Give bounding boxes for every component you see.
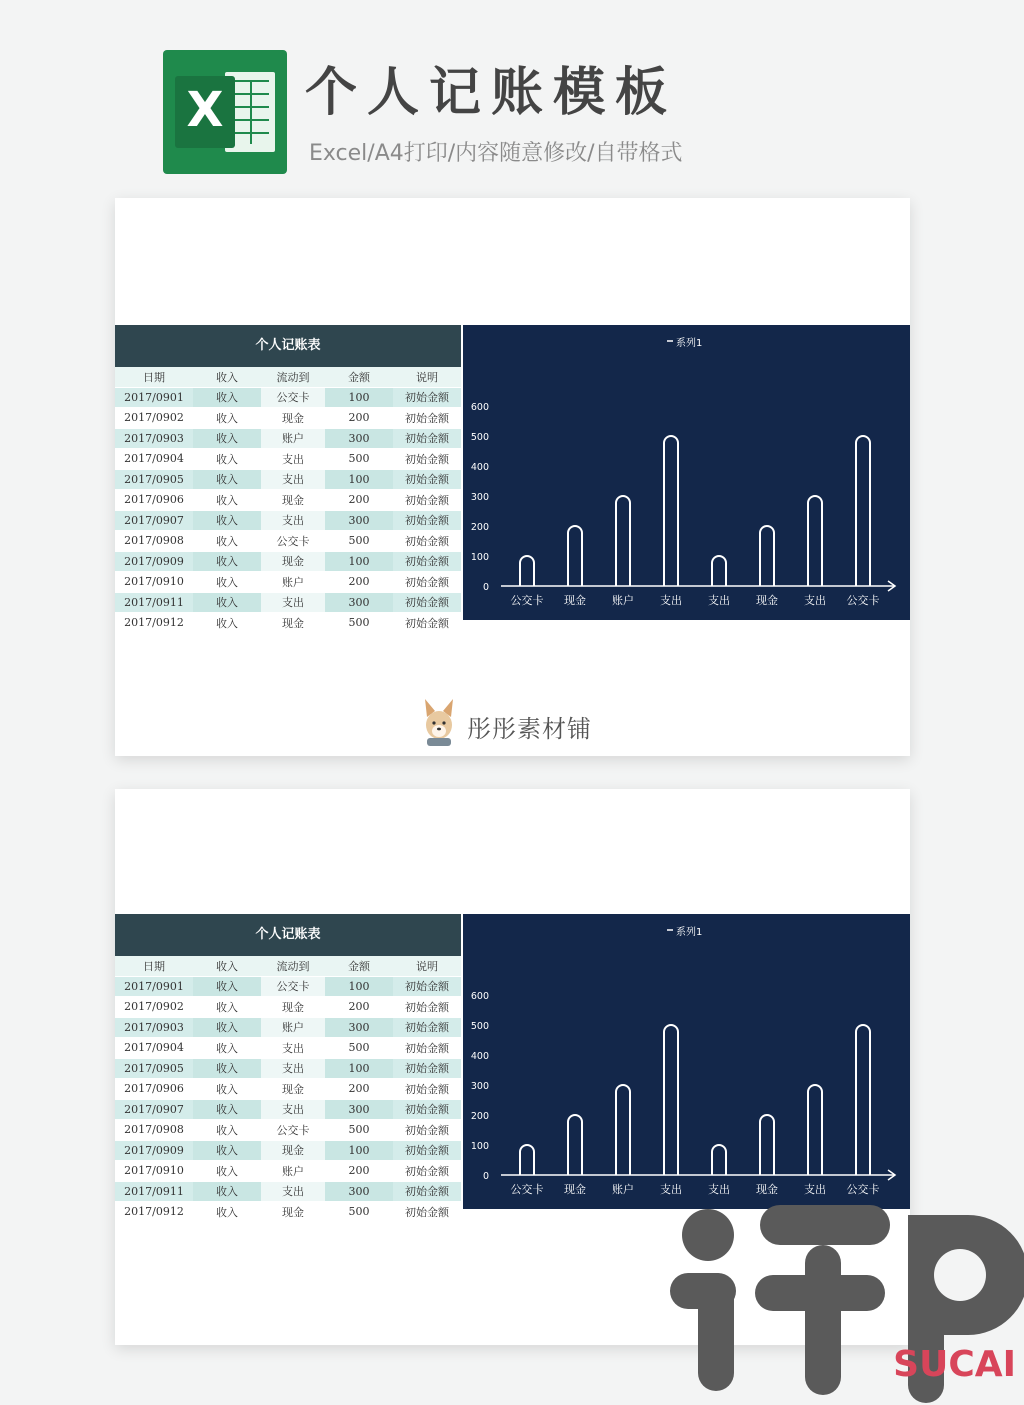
table-cell: 收入 <box>193 1181 261 1202</box>
table-cell: 支出 <box>261 1038 325 1059</box>
table-cell: 2017/0912 <box>115 613 193 634</box>
x-tick-label: 支出 <box>660 1183 682 1196</box>
page-subtitle: Excel/A4打印/内容随意修改/自带格式 <box>309 141 683 166</box>
table-row <box>115 510 461 531</box>
table-row <box>115 1202 461 1223</box>
table-cell: 收入 <box>193 572 261 593</box>
table-row <box>115 976 461 997</box>
table-cell: 收入 <box>193 531 261 552</box>
table-row <box>115 469 461 490</box>
table-cell: 账户 <box>261 1017 325 1038</box>
ledger-header-row <box>115 956 461 976</box>
table-row <box>115 592 461 613</box>
table-cell: 初始金额 <box>393 1099 461 1120</box>
x-tick-label: 支出 <box>708 1183 730 1196</box>
table-cell: 收入 <box>193 408 261 429</box>
table-cell: 2017/0908 <box>115 531 193 552</box>
table-cell: 初始金额 <box>393 1120 461 1141</box>
table-row <box>115 428 461 449</box>
corgi-logo-icon <box>417 695 461 751</box>
y-tick-label: 400 <box>470 462 489 473</box>
chart-bar <box>568 526 582 586</box>
table-row <box>115 449 461 470</box>
chart-bar <box>568 1115 582 1175</box>
watermark-text: 彤彤素材铺 <box>467 715 592 743</box>
chart-bar <box>712 556 726 586</box>
table-cell: 收入 <box>193 1202 261 1223</box>
table-cell: 支出 <box>261 592 325 613</box>
table-cell: 收入 <box>193 1099 261 1120</box>
table-row <box>115 1120 461 1141</box>
table-cell: 200 <box>325 1079 393 1100</box>
table-cell: 收入 <box>193 449 261 470</box>
chart-bar <box>664 436 678 586</box>
table-cell: 初始金额 <box>393 572 461 593</box>
table-cell: 100 <box>325 976 393 997</box>
legend-label: 系列1 <box>676 927 703 938</box>
chart-bar <box>616 496 630 586</box>
table-cell: 300 <box>325 428 393 449</box>
logo-letter: X <box>186 82 224 138</box>
x-tick-label: 公交卡 <box>846 594 880 607</box>
table-cell: 初始金额 <box>393 490 461 511</box>
table-cell: 2017/0911 <box>115 1181 193 1202</box>
ledger-table-2 <box>115 914 461 1223</box>
table-cell: 支出 <box>261 1058 325 1079</box>
table-cell: 公交卡 <box>261 531 325 552</box>
column-header: 日期 <box>115 367 193 387</box>
table-cell: 初始金额 <box>393 387 461 408</box>
sucai-watermark <box>660 1175 1024 1405</box>
chart-bar <box>520 556 534 586</box>
chart-bar <box>808 496 822 586</box>
chart-bar <box>664 1025 678 1175</box>
table-cell: 收入 <box>193 997 261 1018</box>
table-row <box>115 613 461 634</box>
column-header: 收入 <box>193 956 261 976</box>
ledger-title: 个人记账表 <box>115 914 461 956</box>
table-cell: 2017/0903 <box>115 1017 193 1038</box>
table-cell: 初始金额 <box>393 1017 461 1038</box>
table-row <box>115 572 461 593</box>
table-cell: 2017/0906 <box>115 490 193 511</box>
column-header: 流动到 <box>261 367 325 387</box>
table-cell: 初始金额 <box>393 1079 461 1100</box>
table-cell: 100 <box>325 551 393 572</box>
y-tick-label: 0 <box>482 582 489 593</box>
table-cell: 初始金额 <box>393 428 461 449</box>
table-cell: 现金 <box>261 551 325 572</box>
table-cell: 2017/0902 <box>115 408 193 429</box>
table-row <box>115 1079 461 1100</box>
x-tick-label: 支出 <box>708 594 730 607</box>
header <box>0 0 1024 195</box>
column-header: 流动到 <box>261 956 325 976</box>
table-cell: 收入 <box>193 387 261 408</box>
y-tick-label: 200 <box>470 522 489 533</box>
chart-bar <box>520 1145 534 1175</box>
y-tick-label: 200 <box>470 1111 489 1122</box>
y-tick-label: 100 <box>470 1141 489 1152</box>
table-cell: 现金 <box>261 1140 325 1161</box>
table-cell: 200 <box>325 408 393 429</box>
y-tick-label: 500 <box>470 1021 489 1032</box>
table-cell: 500 <box>325 449 393 470</box>
table-cell: 300 <box>325 1099 393 1120</box>
sucai-text: SUCAI <box>893 1344 1016 1385</box>
chart-panel-2 <box>463 914 910 1209</box>
table-cell: 300 <box>325 1017 393 1038</box>
table-cell: 100 <box>325 1058 393 1079</box>
table-cell: 初始金额 <box>393 1161 461 1182</box>
table-cell: 现金 <box>261 408 325 429</box>
table-cell: 支出 <box>261 449 325 470</box>
table-cell: 收入 <box>193 1079 261 1100</box>
table-cell: 2017/0901 <box>115 976 193 997</box>
x-tick-label: 现金 <box>756 594 778 607</box>
bar-chart-2 <box>463 914 910 1209</box>
table-row <box>115 531 461 552</box>
table-cell: 初始金额 <box>393 976 461 997</box>
table-cell: 2017/0910 <box>115 1161 193 1182</box>
table-cell: 账户 <box>261 572 325 593</box>
x-tick-label: 公交卡 <box>846 1183 880 1196</box>
chart-bar <box>712 1145 726 1175</box>
column-header: 说明 <box>393 367 461 387</box>
table-cell: 公交卡 <box>261 387 325 408</box>
table-cell: 2017/0912 <box>115 1202 193 1223</box>
table-cell: 500 <box>325 613 393 634</box>
excel-logo-icon <box>163 50 287 174</box>
x-tick-label: 公交卡 <box>510 1183 544 1196</box>
table-cell: 收入 <box>193 592 261 613</box>
table-cell: 2017/0905 <box>115 469 193 490</box>
y-tick-label: 600 <box>470 991 489 1002</box>
table-cell: 收入 <box>193 469 261 490</box>
table-cell: 初始金额 <box>393 1202 461 1223</box>
table-row <box>115 1161 461 1182</box>
table-cell: 收入 <box>193 510 261 531</box>
table-cell: 2017/0906 <box>115 1079 193 1100</box>
y-tick-label: 100 <box>470 552 489 563</box>
table-cell: 2017/0904 <box>115 449 193 470</box>
table-cell: 现金 <box>261 1202 325 1223</box>
table-cell: 500 <box>325 1202 393 1223</box>
table-cell: 初始金额 <box>393 449 461 470</box>
ledger-table-1 <box>115 325 461 634</box>
table-cell: 100 <box>325 469 393 490</box>
table-cell: 200 <box>325 572 393 593</box>
table-cell: 现金 <box>261 1079 325 1100</box>
table-cell: 2017/0902 <box>115 997 193 1018</box>
table-cell: 500 <box>325 1038 393 1059</box>
table-cell: 初始金额 <box>393 469 461 490</box>
page-title: 个人记账模板 <box>305 62 678 123</box>
table-cell: 200 <box>325 490 393 511</box>
x-tick-label: 支出 <box>804 594 826 607</box>
table-cell: 收入 <box>193 1038 261 1059</box>
column-header: 金额 <box>325 367 393 387</box>
table-cell: 初始金额 <box>393 531 461 552</box>
column-header: 收入 <box>193 367 261 387</box>
table-cell: 收入 <box>193 976 261 997</box>
table-row <box>115 387 461 408</box>
table-cell: 初始金额 <box>393 613 461 634</box>
legend-label: 系列1 <box>676 338 703 349</box>
table-cell: 支出 <box>261 1099 325 1120</box>
table-row <box>115 1099 461 1120</box>
ledger-header-row <box>115 367 461 387</box>
table-cell: 收入 <box>193 551 261 572</box>
column-header: 金额 <box>325 956 393 976</box>
table-cell: 收入 <box>193 490 261 511</box>
table-row <box>115 1017 461 1038</box>
table-cell: 账户 <box>261 428 325 449</box>
table-cell: 收入 <box>193 1140 261 1161</box>
table-cell: 100 <box>325 1140 393 1161</box>
x-tick-label: 账户 <box>612 1183 634 1196</box>
y-tick-label: 500 <box>470 432 489 443</box>
watermark <box>417 695 617 755</box>
table-cell: 收入 <box>193 1120 261 1141</box>
table-row <box>115 1181 461 1202</box>
table-cell: 收入 <box>193 1058 261 1079</box>
table-cell: 300 <box>325 1181 393 1202</box>
chart-panel-1 <box>463 325 910 620</box>
ledger-title: 个人记账表 <box>115 325 461 367</box>
table-cell: 初始金额 <box>393 1038 461 1059</box>
table-cell: 支出 <box>261 469 325 490</box>
y-tick-label: 300 <box>470 492 489 503</box>
table-cell: 2017/0905 <box>115 1058 193 1079</box>
table-row <box>115 551 461 572</box>
table-cell: 初始金额 <box>393 997 461 1018</box>
x-tick-label: 账户 <box>612 594 634 607</box>
table-cell: 现金 <box>261 997 325 1018</box>
table-cell: 初始金额 <box>393 1181 461 1202</box>
chart-bar <box>760 526 774 586</box>
y-tick-label: 0 <box>482 1171 489 1182</box>
sheet-preview-1 <box>115 198 910 756</box>
table-cell: 2017/0903 <box>115 428 193 449</box>
table-cell: 支出 <box>261 1181 325 1202</box>
table-cell: 300 <box>325 510 393 531</box>
chart-bar <box>856 436 870 586</box>
table-cell: 初始金额 <box>393 1058 461 1079</box>
table-cell: 2017/0901 <box>115 387 193 408</box>
ledger-body <box>115 976 461 1222</box>
table-cell: 300 <box>325 592 393 613</box>
table-cell: 200 <box>325 997 393 1018</box>
table-cell: 初始金额 <box>393 408 461 429</box>
table-cell: 现金 <box>261 613 325 634</box>
table-cell: 收入 <box>193 613 261 634</box>
table-cell: 收入 <box>193 428 261 449</box>
table-cell: 2017/0907 <box>115 1099 193 1120</box>
column-header: 日期 <box>115 956 193 976</box>
table-cell: 初始金额 <box>393 592 461 613</box>
table-cell: 公交卡 <box>261 976 325 997</box>
x-tick-label: 支出 <box>660 594 682 607</box>
table-cell: 200 <box>325 1161 393 1182</box>
table-cell: 收入 <box>193 1017 261 1038</box>
table-row <box>115 997 461 1018</box>
y-tick-label: 600 <box>470 402 489 413</box>
table-cell: 现金 <box>261 490 325 511</box>
y-tick-label: 300 <box>470 1081 489 1092</box>
x-tick-label: 支出 <box>804 1183 826 1196</box>
table-cell: 2017/0907 <box>115 510 193 531</box>
table-cell: 账户 <box>261 1161 325 1182</box>
chart-bar <box>856 1025 870 1175</box>
table-cell: 公交卡 <box>261 1120 325 1141</box>
table-cell: 2017/0904 <box>115 1038 193 1059</box>
x-tick-label: 现金 <box>564 1183 586 1196</box>
table-cell: 初始金额 <box>393 510 461 531</box>
bar-chart-1 <box>463 325 910 620</box>
table-cell: 2017/0908 <box>115 1120 193 1141</box>
table-cell: 500 <box>325 531 393 552</box>
chart-bar <box>616 1085 630 1175</box>
table-cell: 500 <box>325 1120 393 1141</box>
x-tick-label: 公交卡 <box>510 594 544 607</box>
table-row <box>115 1140 461 1161</box>
column-header: 说明 <box>393 956 461 976</box>
table-row <box>115 1058 461 1079</box>
table-cell: 初始金额 <box>393 551 461 572</box>
ledger-body <box>115 387 461 633</box>
table-cell: 2017/0909 <box>115 551 193 572</box>
table-cell: 收入 <box>193 1161 261 1182</box>
table-row <box>115 1038 461 1059</box>
table-row <box>115 490 461 511</box>
table-cell: 支出 <box>261 510 325 531</box>
table-cell: 2017/0911 <box>115 592 193 613</box>
chart-bar <box>808 1085 822 1175</box>
chart-bar <box>760 1115 774 1175</box>
table-row <box>115 408 461 429</box>
x-tick-label: 现金 <box>756 1183 778 1196</box>
x-tick-label: 现金 <box>564 594 586 607</box>
table-cell: 100 <box>325 387 393 408</box>
table-cell: 2017/0909 <box>115 1140 193 1161</box>
y-tick-label: 400 <box>470 1051 489 1062</box>
table-cell: 2017/0910 <box>115 572 193 593</box>
table-cell: 初始金额 <box>393 1140 461 1161</box>
